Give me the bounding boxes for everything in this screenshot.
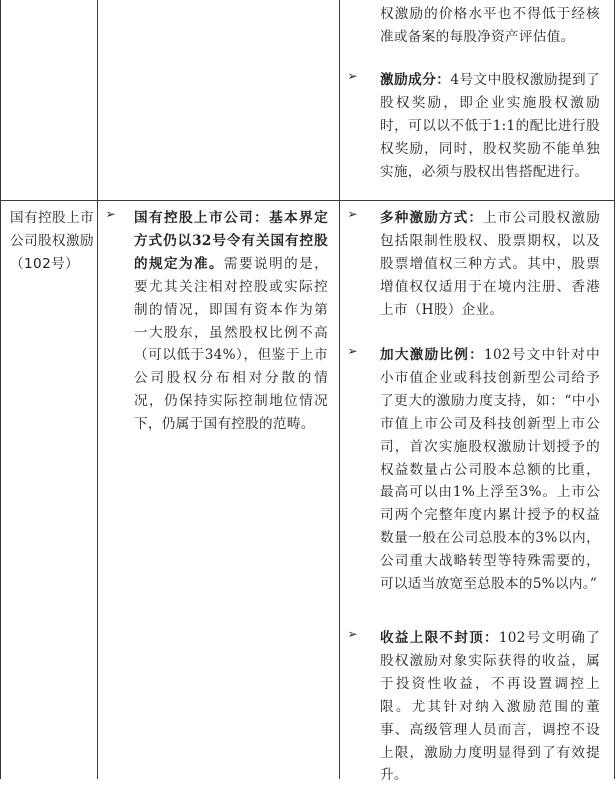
bullet-icon: ➢ [347,207,358,221]
row-divider [0,200,615,201]
item-text: 102号文明确了股权激励对象实际获得的收益，属于投资性收益，不再设置调控上限。尤其针对纳入激励范围的董事、高级管理人员而言，调控不设上限，激励力度明显得到了有效提升。 [380,630,600,784]
item-title: 收益上限不封顶： [380,630,499,646]
row-label-102: 国有控股上市公司股权激励（102号） [10,210,94,272]
item-text: 上市公司股权激励包括限制性股权、股票期权，以及股票增值权三种方式。其中，股票增值权仅适用于在境内注册、香港上市（H股）企业。 [380,210,600,318]
table-border-left [0,0,1,779]
bullet-icon: ➢ [347,69,358,83]
incentive-component-item [380,69,600,184]
uncapped-income-item [380,627,600,787]
bullet-icon: ➢ [347,344,358,358]
item-title: 加大激励比例： [380,347,484,363]
column-divider-2 [339,0,340,779]
item-title: 国有控股上市公司：基本界定方式仍以32号令有关国有控股的规定为准。 [134,210,328,272]
bullet-icon: ➢ [347,627,358,641]
item-text: 102号文中针对中小市值企业或科技创新型公司给予了更大的激励力度支持，如：“中小市值上市公司及科技创新型上市公司，首次实施股权激励计划授予的权益数量占公司股本总额的比重，最高可以由1%上浮至3%。上市公司两个完整年度内累计授予的权益数量一般在公司总股本的3%以内，公司重大战略转型等特殊需要的，可以适当放宽至总股本的5%以内。” [380,347,600,593]
item-title: 激励成分： [380,72,451,88]
item-text: 需要说明的是，要尤其关注相对控股或实际控制的情况，即国有资本作为第一大股东，虽然股权比例不高（可以低于34%），但鉴于上市公司股权分布相对分散的情况，仍保持实际控制地位情况下，仍属于国有控股的范畴。 [134,255,328,433]
multiple-incentive-methods-item [380,207,600,322]
column-divider-1 [97,0,98,779]
item-title: 多种激励方式： [380,210,484,226]
bullet-icon: ➢ [105,207,116,221]
table-border-right [614,0,615,779]
increased-incentive-ratio-item [380,344,600,596]
item-text: 4号文中股权激励提到了股权奖励，即企业实施股权激励时，可以以不低于1:1的配比进行股权奖励，同时，股权奖励不能单独实施，必须与股权出售搭配进行。 [380,72,601,180]
state-controlled-definition [134,207,328,436]
top-row-continued-text: 权激励的价格水平也不得低于经核准或备案的每股净资产评估值。 [380,6,600,45]
